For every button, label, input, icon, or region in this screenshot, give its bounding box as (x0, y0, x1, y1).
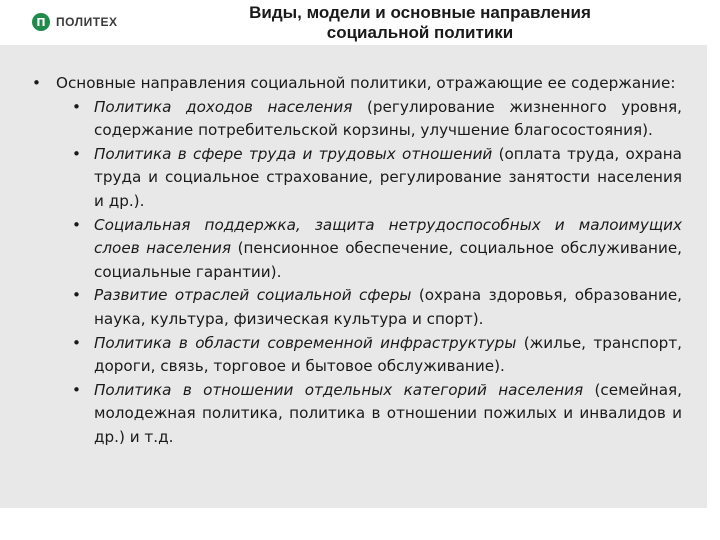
bullet-icon: • (72, 144, 81, 163)
item-lead: Политика доходов населения (94, 97, 353, 116)
intro-item (32, 72, 682, 96)
list-item (32, 214, 682, 285)
list-item (32, 284, 682, 331)
bullet-icon: • (72, 215, 81, 234)
item-rest: (семейная, молодежная политика, политика в отношении пожилых и инвалидов и др.) и т.д. (94, 380, 682, 446)
logo (32, 13, 118, 31)
item-lead: Развитие отраслей социальной сферы (94, 286, 412, 305)
bullet-icon: • (32, 74, 41, 92)
bullet-icon: • (72, 286, 81, 305)
item-rest: (регулирование жизненного уровня, содержание потребительской корзины, улучшение благосостояния). (94, 97, 682, 140)
item-lead: Политика в сфере труда и трудовых отношений (94, 144, 493, 163)
bullet-icon: • (72, 380, 81, 399)
bullet-icon: • (72, 333, 81, 352)
item-lead: Социальная поддержка, защита нетрудоспособных и малоимущих слоев населения (94, 215, 682, 258)
logo-mark-icon: П (32, 13, 50, 31)
item-rest: (оплата труда, охрана труда и социальное страхование, регулирование занятости населения и др.). (94, 144, 682, 210)
page-title: Виды, модели и основные направления социальной политики (249, 3, 591, 42)
item-rest: (охрана здоровья, образование, наука, культура, физическая культура и спорт). (94, 286, 682, 328)
list-item (32, 332, 682, 379)
item-rest: (жилье, транспорт, дороги, связь, торговое и бытовое обслуживание). (94, 333, 682, 376)
list-item (32, 96, 682, 143)
list-item (32, 143, 682, 214)
slide-content (32, 72, 682, 450)
item-lead: Политика в области современной инфраструктуры (94, 333, 517, 352)
item-rest: (пенсионное обеспечение, социальное обслуживание, социальные гарантии). (94, 239, 683, 281)
intro-text: Основные направления социальной политики, отражающие ее содержание: (56, 74, 676, 92)
bullet-icon: • (72, 97, 81, 116)
item-lead: Политика в отношении отдельных категорий населения (94, 380, 584, 399)
list-item (32, 379, 682, 450)
logo-text: ПОЛИТЕХ (56, 15, 118, 29)
